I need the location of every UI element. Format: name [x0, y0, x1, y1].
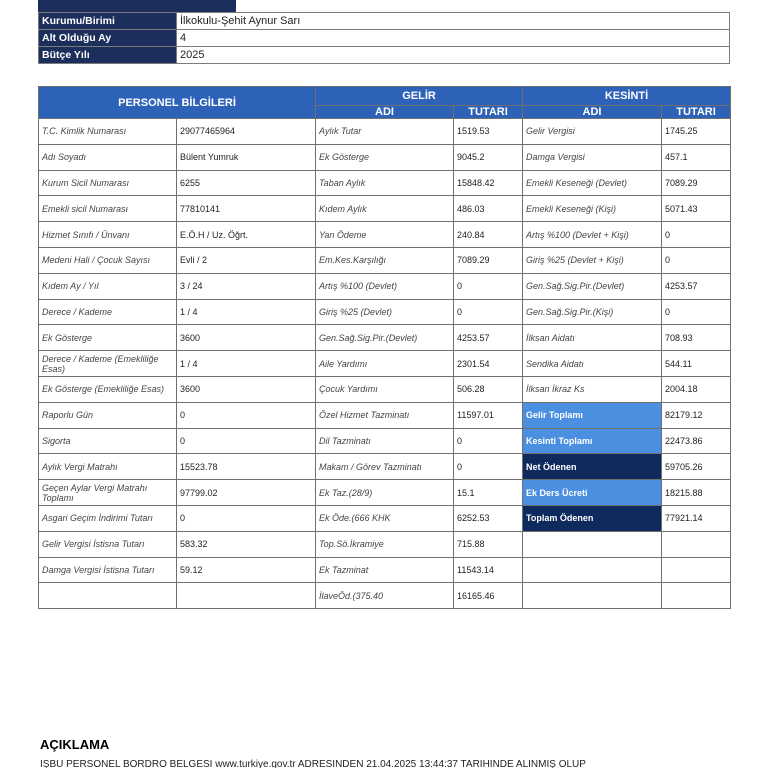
- personel-value: 0: [177, 402, 316, 428]
- gelir-value: 15.1: [454, 480, 523, 506]
- gelir-value: 0: [454, 454, 523, 480]
- gelir-value: 1519.53: [454, 119, 523, 145]
- kesinti-value: 5071.43: [662, 196, 731, 222]
- personel-label: Sigorta: [39, 428, 177, 454]
- gelir-label: Top.Sö.İkramiye: [316, 531, 454, 557]
- personel-value: 6255: [177, 170, 316, 196]
- gelir-label: Makam / Görev Tazminatı: [316, 454, 454, 480]
- kesinti-label: İlksan Aidatı: [523, 325, 662, 351]
- kesinti-label: Artış %100 (Devlet + Kişi): [523, 222, 662, 248]
- personel-label: Emekli sicil Numarası: [39, 196, 177, 222]
- gelir-value: 15848.42: [454, 170, 523, 196]
- gelir-label: Yan Ödeme: [316, 222, 454, 248]
- personel-value: 583.32: [177, 531, 316, 557]
- kesinti-value: 708.93: [662, 325, 731, 351]
- info-label: Kurumu/Birimi: [39, 13, 177, 30]
- gelir-value: 11597.01: [454, 402, 523, 428]
- gelir-value: 2301.54: [454, 351, 523, 377]
- info-row: [39, 30, 730, 47]
- gelir-label: Aylık Tutar: [316, 119, 454, 145]
- kesinti-label: Ek Ders Ücreti: [523, 480, 662, 506]
- notes-title: AÇIKLAMA: [40, 737, 110, 752]
- table-row: [39, 376, 731, 402]
- table-row: [39, 428, 731, 454]
- personel-value: 0: [177, 505, 316, 531]
- table-row: [39, 402, 731, 428]
- kesinti-adi-header: ADI: [523, 106, 662, 119]
- info-row: [39, 47, 730, 64]
- table-row: [39, 505, 731, 531]
- personel-label: Kurum Sicil Numarası: [39, 170, 177, 196]
- table-row: [39, 583, 731, 609]
- personel-label: Asgari Geçim İndirimi Tutarı: [39, 505, 177, 531]
- personel-label: Raporlu Gün: [39, 402, 177, 428]
- info-label: Bütçe Yılı: [39, 47, 177, 64]
- kesinti-label: [523, 583, 662, 609]
- kesinti-value: 18215.88: [662, 480, 731, 506]
- kesinti-label: Gen.Sağ.Sig.Pir.(Kişi): [523, 299, 662, 325]
- table-row: [39, 557, 731, 583]
- table-row: [39, 144, 731, 170]
- gelir-label: Özel Hizmet Tazminatı: [316, 402, 454, 428]
- info-row: [39, 13, 730, 30]
- payroll-table: [38, 86, 731, 609]
- table-row: [39, 247, 731, 273]
- kesinti-value: 59705.26: [662, 454, 731, 480]
- kesinti-label: Emekli Keseneği (Devlet): [523, 170, 662, 196]
- gelir-value: 9045.2: [454, 144, 523, 170]
- gelir-label: Kıdem Aylık: [316, 196, 454, 222]
- personel-value: 0: [177, 428, 316, 454]
- table-row: [39, 351, 731, 377]
- gelir-label: Çocuk Yardımı: [316, 376, 454, 402]
- info-value: İlkokulu-Şehit Aynur Sarı: [177, 13, 730, 30]
- kesinti-label: Gen.Sağ.Sig.Pir.(Devlet): [523, 273, 662, 299]
- kesinti-value: 4253.57: [662, 273, 731, 299]
- gelir-value: 0: [454, 428, 523, 454]
- personel-label: Kıdem Ay / Yıl: [39, 273, 177, 299]
- kesinti-value: 0: [662, 299, 731, 325]
- table-row: [39, 196, 731, 222]
- gelir-label: Dil Tazminatı: [316, 428, 454, 454]
- table-row: [39, 531, 731, 557]
- personel-value: 77810141: [177, 196, 316, 222]
- personel-label: Ek Gösterge (Emekliliğe Esas): [39, 376, 177, 402]
- gelir-label: Giriş %25 (Devlet): [316, 299, 454, 325]
- gelir-value: 0: [454, 273, 523, 299]
- gelir-label: Ek Tazminat: [316, 557, 454, 583]
- gelir-value: 715.88: [454, 531, 523, 557]
- kesinti-value: 82179.12: [662, 402, 731, 428]
- personel-label: Derece / Kademe (Emekliliğe Esas): [39, 351, 177, 377]
- gelir-label: Ek Öde.(666 KHK: [316, 505, 454, 531]
- kesinti-value: 7089.29: [662, 170, 731, 196]
- kesinti-label: Kesinti Toplamı: [523, 428, 662, 454]
- table-row: [39, 480, 731, 506]
- kesinti-value: 22473.86: [662, 428, 731, 454]
- gelir-label: Aile Yardımı: [316, 351, 454, 377]
- gelir-label: Taban Aylık: [316, 170, 454, 196]
- gelir-value: 11543.14: [454, 557, 523, 583]
- kesinti-value: 0: [662, 222, 731, 248]
- kesinti-label: İlksan İkraz Ks: [523, 376, 662, 402]
- personel-label: Damga Vergisi İstisna Tutarı: [39, 557, 177, 583]
- notes-text: İŞBU PERSONEL BORDRO BELGESİ www.turkiye.gov.tr ADRESİNDEN 21.04.2025 13:44:37 TARİHİNDE ALINMIŞ OLUP: [40, 759, 586, 768]
- info-value: 4: [177, 30, 730, 47]
- gelir-value: 6252.53: [454, 505, 523, 531]
- kesinti-label: Sendika Aidatı: [523, 351, 662, 377]
- kesinti-value: [662, 531, 731, 557]
- kesinti-header: KESİNTİ: [523, 87, 731, 106]
- kesinti-tutari-header: TUTARI: [662, 106, 731, 119]
- kesinti-value: 457.1: [662, 144, 731, 170]
- kesinti-value: [662, 557, 731, 583]
- kesinti-label: Emekli Keseneği (Kişi): [523, 196, 662, 222]
- personel-value: 3 / 24: [177, 273, 316, 299]
- gelir-header: GELİR: [316, 87, 523, 106]
- personel-value: E.Ö.H / Uz. Öğrt.: [177, 222, 316, 248]
- personel-value: 3600: [177, 376, 316, 402]
- kesinti-label: [523, 531, 662, 557]
- table-row: [39, 325, 731, 351]
- table-row: [39, 454, 731, 480]
- personel-value: 97799.02: [177, 480, 316, 506]
- kesinti-value: 544.11: [662, 351, 731, 377]
- gelir-tutari-header: TUTARI: [454, 106, 523, 119]
- personel-label: Gelir Vergisi İstisna Tutarı: [39, 531, 177, 557]
- kesinti-value: 77921.14: [662, 505, 731, 531]
- personel-label: Aylık Vergi Matrahı: [39, 454, 177, 480]
- gelir-value: 506.28: [454, 376, 523, 402]
- gelir-label: Gen.Sağ.Sig.Pir.(Devlet): [316, 325, 454, 351]
- table-row: [39, 119, 731, 145]
- info-value: 2025: [177, 47, 730, 64]
- kesinti-label: Gelir Toplamı: [523, 402, 662, 428]
- gelir-adi-header: ADI: [316, 106, 454, 119]
- gelir-value: 4253.57: [454, 325, 523, 351]
- table-row: [39, 299, 731, 325]
- kesinti-value: [662, 583, 731, 609]
- personel-label: Hizmet Sınıfı / Ünvanı: [39, 222, 177, 248]
- personel-header: PERSONEL BİLGİLERİ: [39, 87, 316, 119]
- document-info-table: [38, 12, 730, 64]
- gelir-label: Ek Gösterge: [316, 144, 454, 170]
- kesinti-label: Damga Vergisi: [523, 144, 662, 170]
- personel-label: Ek Gösterge: [39, 325, 177, 351]
- personel-value: Bülent Yumruk: [177, 144, 316, 170]
- personel-value: [177, 583, 316, 609]
- personel-value: 15523.78: [177, 454, 316, 480]
- gelir-label: Em.Kes.Karşılığı: [316, 247, 454, 273]
- kesinti-label: [523, 557, 662, 583]
- personel-value: 3600: [177, 325, 316, 351]
- personel-label: Medeni Hali / Çocuk Sayısı: [39, 247, 177, 273]
- table-row: [39, 273, 731, 299]
- personel-value: 29077465964: [177, 119, 316, 145]
- personel-value: 1 / 4: [177, 351, 316, 377]
- gelir-value: 16165.46: [454, 583, 523, 609]
- kesinti-value: 0: [662, 247, 731, 273]
- kesinti-value: 1745.25: [662, 119, 731, 145]
- personel-label: T.C. Kimlik Numarası: [39, 119, 177, 145]
- info-label: Alt Olduğu Ay: [39, 30, 177, 47]
- gelir-value: 7089.29: [454, 247, 523, 273]
- gelir-value: 0: [454, 299, 523, 325]
- personel-value: 1 / 4: [177, 299, 316, 325]
- table-row: [39, 170, 731, 196]
- gelir-value: 240.84: [454, 222, 523, 248]
- gelir-label: Artış %100 (Devlet): [316, 273, 454, 299]
- kesinti-label: Giriş %25 (Devlet + Kişi): [523, 247, 662, 273]
- gelir-label: İlaveÖd.(375.40: [316, 583, 454, 609]
- gelir-value: 486.03: [454, 196, 523, 222]
- personel-value: Evli / 2: [177, 247, 316, 273]
- table-row: [39, 222, 731, 248]
- gelir-label: Ek Taz.(28/9): [316, 480, 454, 506]
- kesinti-label: Toplam Ödenen: [523, 505, 662, 531]
- personel-value: 59.12: [177, 557, 316, 583]
- kesinti-label: Gelir Vergisi: [523, 119, 662, 145]
- kesinti-value: 2004.18: [662, 376, 731, 402]
- personel-label: [39, 583, 177, 609]
- personel-label: Derece / Kademe: [39, 299, 177, 325]
- personel-label: Adı Soyadı: [39, 144, 177, 170]
- kesinti-label: Net Ödenen: [523, 454, 662, 480]
- institution-logo-strip: [38, 0, 236, 12]
- personel-label: Geçen Aylar Vergi Matrahı Toplamı: [39, 480, 177, 506]
